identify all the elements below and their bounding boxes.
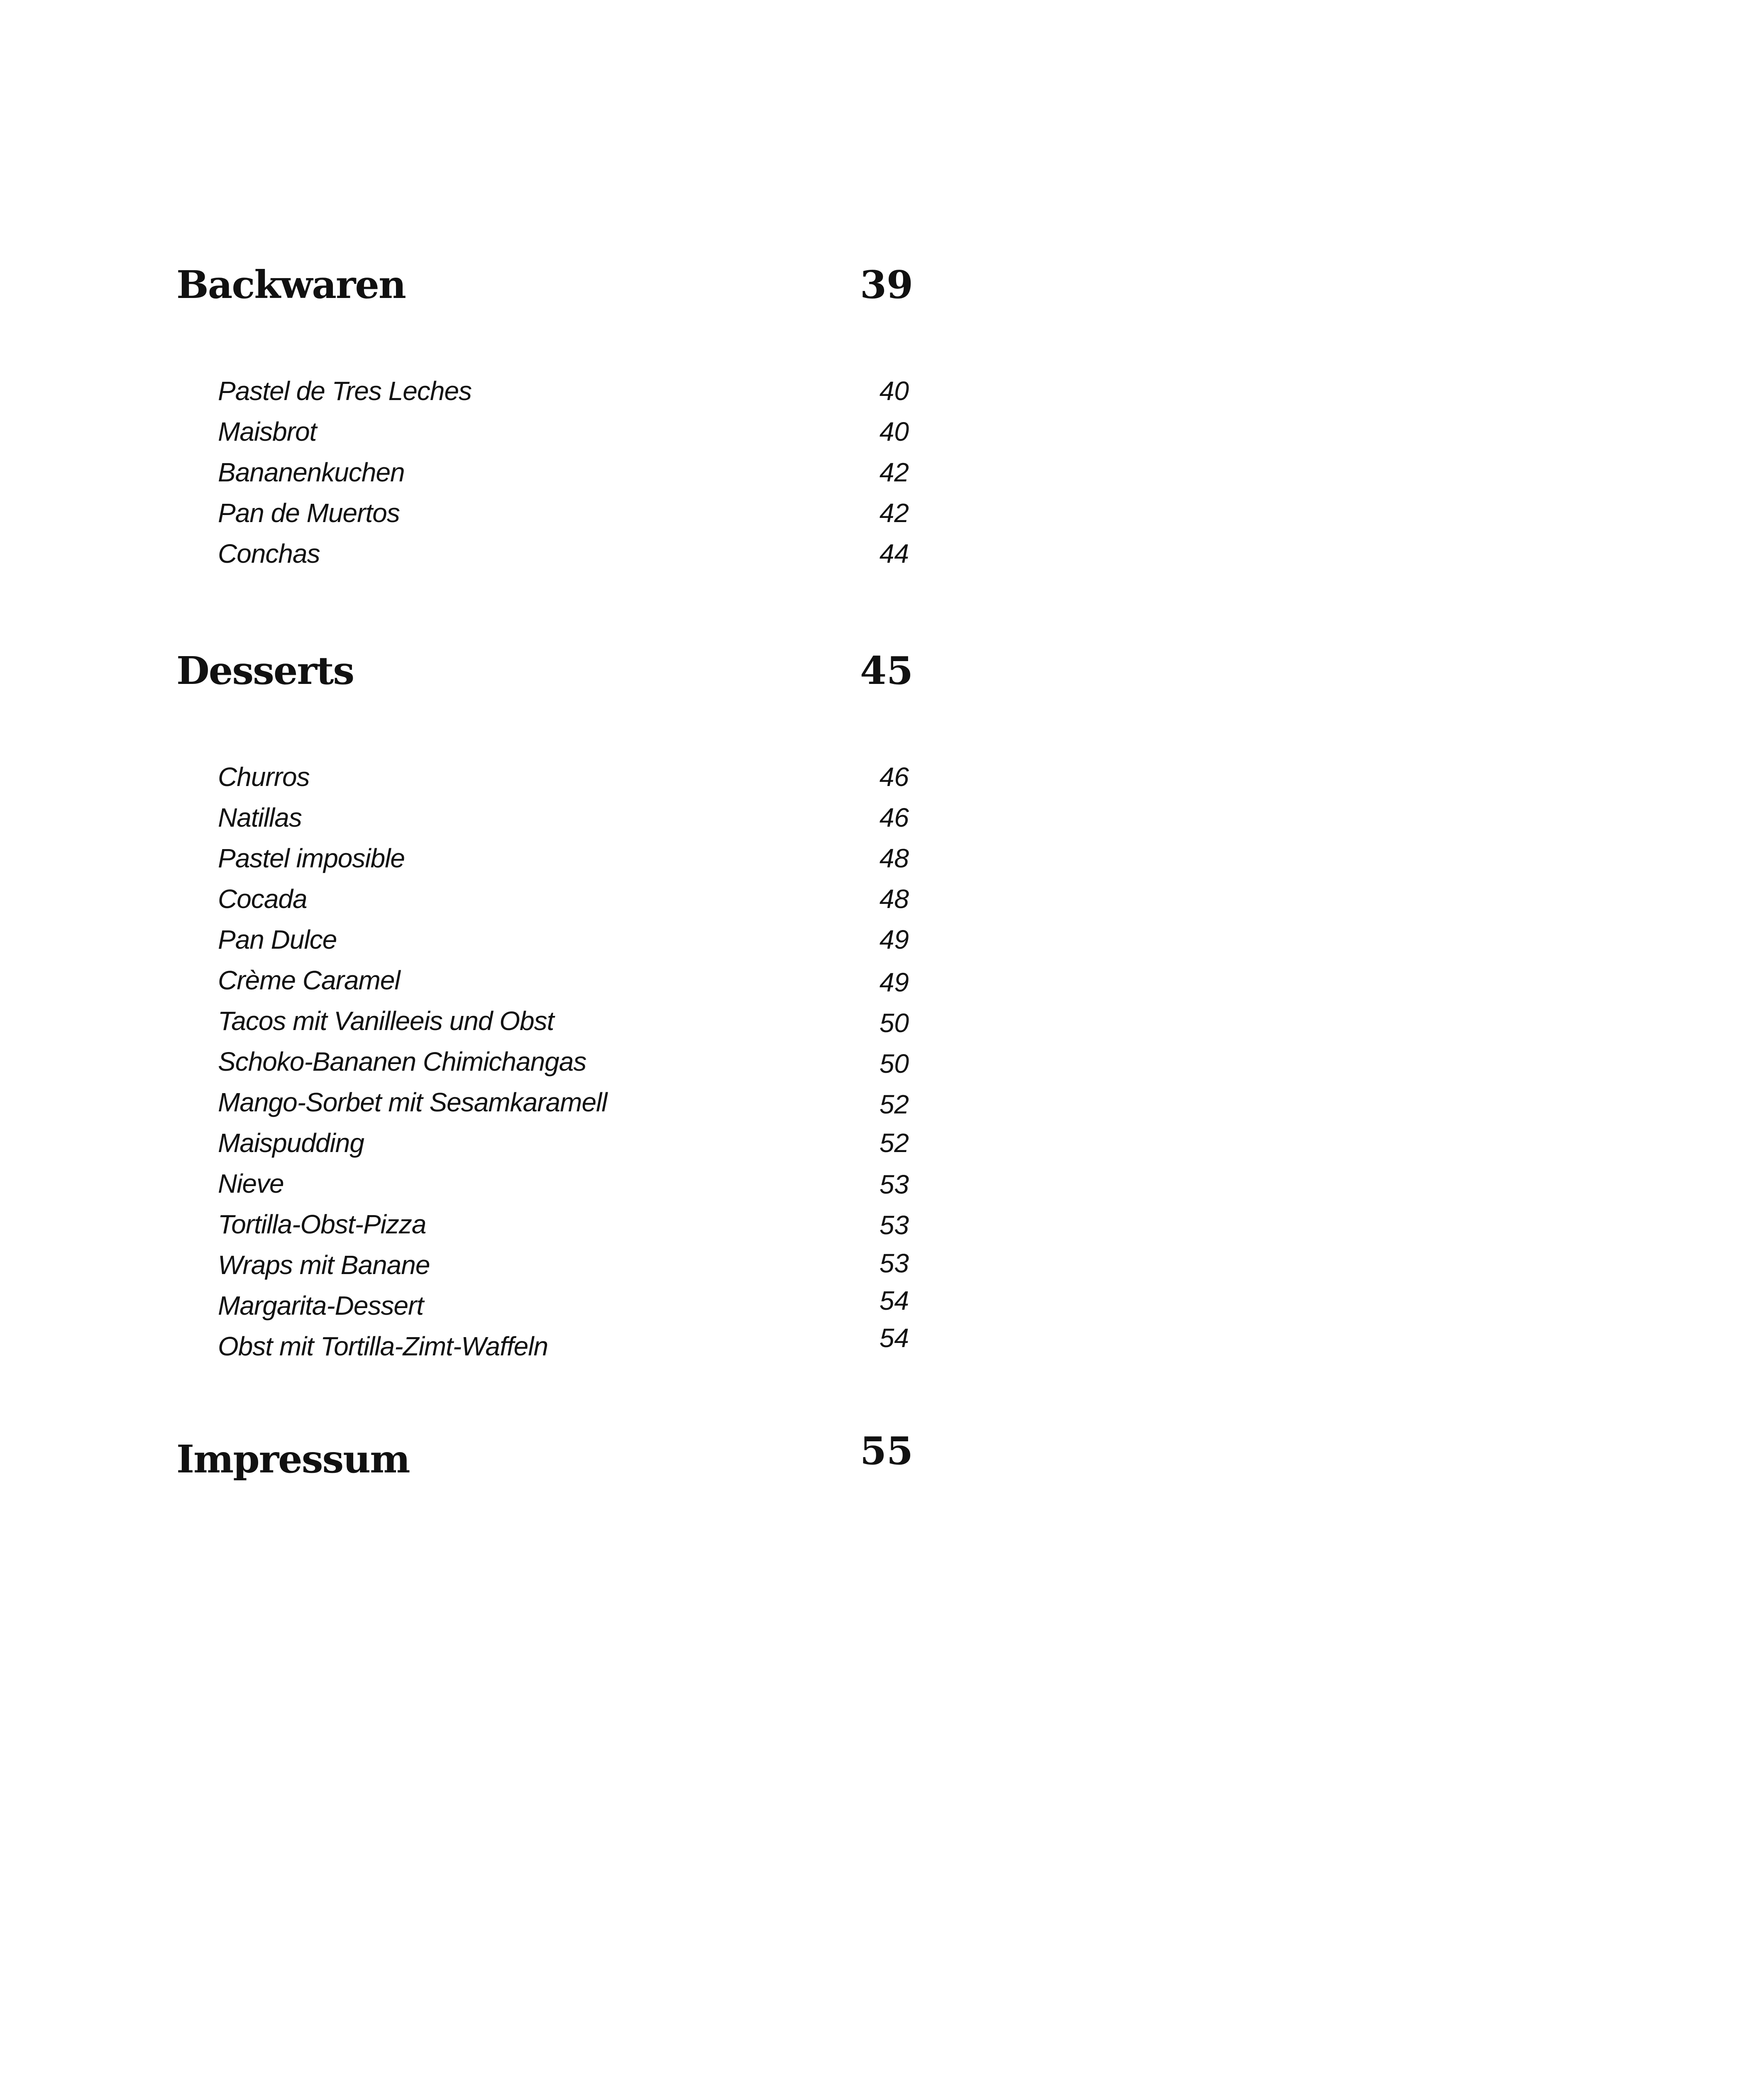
toc-entry-page: 54: [879, 1286, 909, 1316]
toc-entry-title: Margarita-Dessert: [218, 1291, 424, 1321]
toc-entry-title: Tortilla-Obst-Pizza: [218, 1209, 426, 1239]
section-page-number: 39: [860, 262, 913, 307]
toc-entry-page: 49: [879, 967, 909, 997]
toc-entry-title: Cocada: [218, 884, 307, 914]
toc-entry-page: 48: [879, 843, 909, 873]
section-page-number: 45: [860, 648, 913, 693]
toc-entry-page: 42: [879, 498, 909, 528]
toc-entry-page: 53: [879, 1169, 909, 1199]
toc-entry-title: Obst mit Tortilla-Zimt-Waffeln: [218, 1331, 548, 1361]
toc-entry-title: Pastel imposible: [218, 843, 405, 873]
toc-entry-page: 50: [879, 1008, 909, 1038]
section-title: Backwaren: [176, 262, 406, 307]
toc-entry-title: Mango-Sorbet mit Sesamkaramell: [218, 1087, 607, 1117]
toc-entry-title: Nieve: [218, 1169, 284, 1199]
toc-entry-title: Tacos mit Vanilleeis und Obst: [218, 1006, 554, 1036]
toc-entry-page: 48: [879, 884, 909, 914]
toc-entry-page: 53: [879, 1210, 909, 1240]
toc-entry-page: 46: [879, 803, 909, 832]
toc-entry-title: Pan Dulce: [218, 925, 337, 954]
section-title: Impressum: [176, 1437, 410, 1482]
toc-entry-page: 40: [879, 376, 909, 406]
toc-entry-title: Pastel de Tres Leches: [218, 376, 472, 406]
toc-entry-title: Natillas: [218, 803, 302, 832]
toc-entry-page: 53: [879, 1248, 909, 1278]
toc-entry-title: Wraps mit Banane: [218, 1250, 430, 1280]
toc-entry-title: Crème Caramel: [218, 965, 400, 995]
toc-entry-page: 49: [879, 925, 909, 954]
toc-entry-page: 54: [879, 1323, 909, 1353]
toc-entry-title: Maispudding: [218, 1128, 364, 1158]
toc-entry-page: 52: [879, 1089, 909, 1119]
toc-entry-page: 40: [879, 417, 909, 447]
toc-entry-page: 46: [879, 762, 909, 792]
toc-entry-title: Conchas: [218, 539, 320, 569]
section-title: Desserts: [176, 648, 354, 693]
toc-entry-page: 44: [879, 539, 909, 569]
toc-entry-title: Maisbrot: [218, 417, 317, 447]
toc-entry-title: Pan de Muertos: [218, 498, 400, 528]
toc-entry-page: 50: [879, 1049, 909, 1079]
toc-entry-title: Schoko-Bananen Chimichangas: [218, 1047, 586, 1077]
toc-entry-page: 52: [879, 1128, 909, 1158]
toc-entry-title: Churros: [218, 762, 310, 792]
toc-entry-page: 42: [879, 457, 909, 487]
section-page-number: 55: [860, 1428, 913, 1473]
toc-entry-title: Bananenkuchen: [218, 457, 405, 487]
